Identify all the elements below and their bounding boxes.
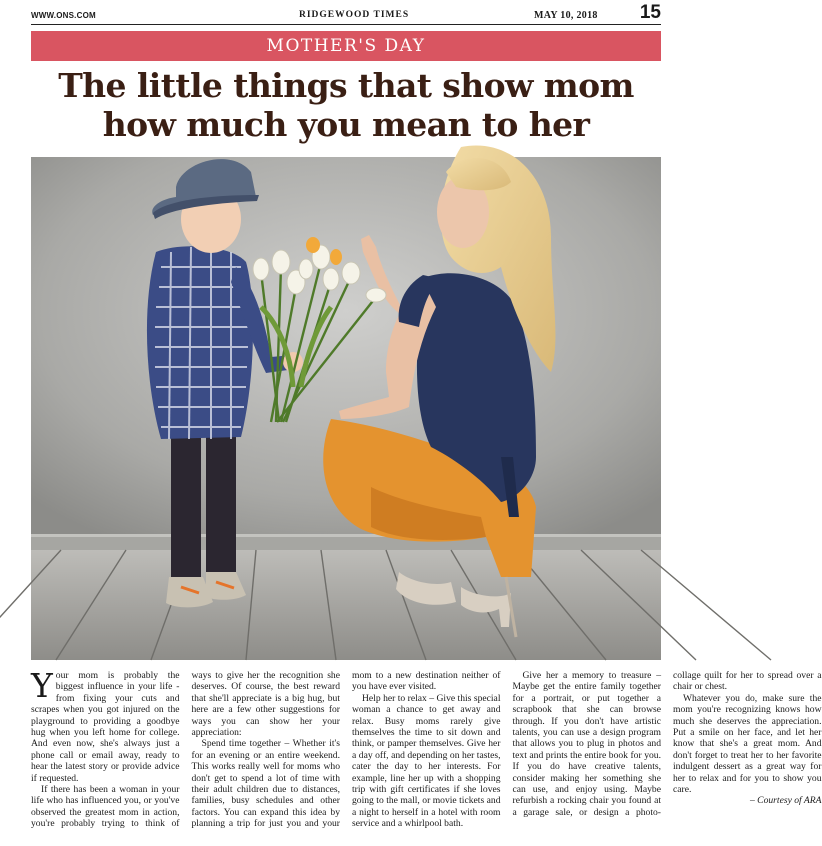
article-paragraph-2: If there has been a woman in your life who has influenced you, or you've observed the greatest mom in action, you're probably trying to think of ways to give her the recognition she deserves. Of course, the best reward that she'll appreciate is a big hug, but here are a few other suggestions for ways you can show her your appreciation: — [31, 670, 340, 830]
page-number: 15 — [639, 2, 661, 23]
article-paragraph-4: Help her to relax – Give this special woman a chance to get away and relax. Busy moms rarely give themselves the time to sit down and think, or pamper themselves. Give her a day off, and depending on her tastes, cater the day to her interests. For example, line her up with a shopping trip with gift certificates if she loves going to the mall, or movie tickets and a night to herself in a hotel with room service and a whirlpool bath. — [352, 692, 501, 830]
website-url: WWW.ONS.COM — [31, 11, 96, 20]
article-body — [31, 666, 822, 840]
issue-date: MAY 10, 2018 — [534, 10, 598, 21]
headline-line-2: how much you mean to her — [102, 105, 590, 144]
article-credit: – Courtesy of ARA — [749, 795, 822, 807]
drop-cap: Y — [31, 666, 53, 705]
mother-son-flowers-illustration — [31, 157, 661, 660]
headline-line-1: The little things that show mom — [58, 66, 634, 105]
masthead — [31, 2, 661, 25]
headline — [31, 66, 661, 144]
article-paragraph-6: Whatever you do, make sure the mom you're recognizing knows how much she deserves the appreciation. Put a smile on her face, and let her know that she's a great mom. And don't forget to treat her to her favorite indulgent dessert as a great way for her to relax and for you to show you care. — [673, 692, 822, 796]
article-paragraph-3: Spend time together – Whether it's for an evening or an entire weekend. This works really well for moms who don't get to spend a lot of time with their adult children due to distances, families, busy schedules and other factors. You can expand this idea by planning a trip for just you and your mom to a new destination neither of you have ever visited. — [191, 670, 501, 830]
feature-photo — [31, 157, 661, 660]
section-banner: MOTHER'S DAY — [31, 31, 661, 61]
article-paragraph-5: Give her a memory to treasure – Maybe get the entire family together for a portrait, or put together a scrapbook that she can browse through. If you don't have artistic talents, you can use a design program that allows you to plug in photos and text and prints the entire book for you. If you do have creative talents, consider making her something she can use, and enjoy using. Maybe refurbish a rocking chair you found at a garage sale, or design a photo-collage quilt for her to spread over a chair or chest. — [512, 670, 822, 818]
newspaper-name: RIDGEWOOD TIMES — [299, 10, 410, 20]
article-paragraph-1: Your mom is probably the biggest influence in your life - from fixing your cuts and scrapes when you got injured on the playground to providing a goodbye hug when you left home for college. And even now, she's always just a phone call or email away, ready to hear the latest story or provide advice if requested. — [31, 666, 180, 784]
